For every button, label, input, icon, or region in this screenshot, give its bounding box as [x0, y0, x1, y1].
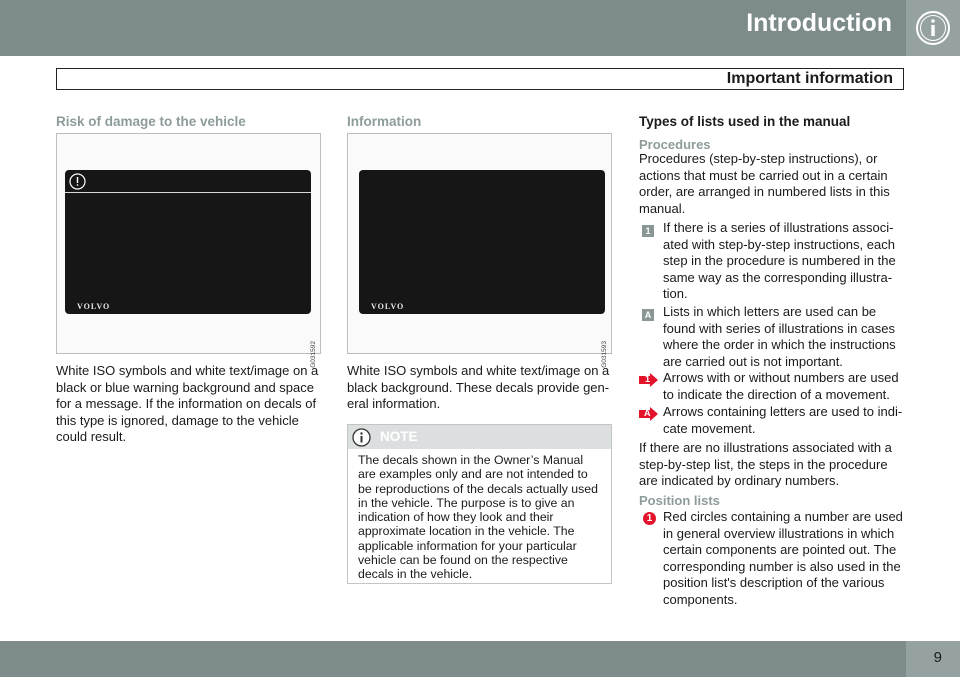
- top-header-bar: [0, 0, 960, 56]
- note-box: [347, 424, 612, 584]
- figure-code: G031593: [601, 341, 608, 368]
- page-number-tab: [906, 641, 960, 677]
- information-description: White ISO symbols and white text/image on a black background. These decals provide gen-eral information.: [347, 363, 610, 411]
- procedure-item: If there is a series of illustrations associ-ated with step-by-step instructions, each step in the procedure is numbered in the same way as the corresponding illustra-tion.: [663, 220, 896, 301]
- step-letter-marker: A: [642, 309, 654, 321]
- chapter-title: Introduction: [746, 9, 892, 37]
- list-types-heading: Types of lists used in the manual: [639, 114, 851, 129]
- position-lists-heading: Position lists: [639, 493, 720, 508]
- arrow-number: 1: [645, 374, 651, 384]
- decal-brand-logo: VOLVO: [371, 302, 405, 311]
- information-decal: [359, 170, 605, 314]
- decal-divider: [65, 192, 311, 193]
- risk-description: White ISO symbols and white text/image on a black or blue warning background and space for a message. If the information on decals of this type is ignored, damage to the vehicle could result.: [56, 363, 319, 444]
- page-number: 9: [933, 649, 942, 666]
- risk-heading: Risk of damage to the vehicle: [56, 114, 246, 129]
- info-icon: [352, 428, 371, 447]
- warning-exclamation-icon: [69, 173, 86, 190]
- note-text: The decals shown in the Owner’s Manual are examples only and are not intended to be reproductions of the decals actually used in the vehicle. The purpose is to give an indication of how they look and their approximate location in the vehicle. The applicable information for your particular vehicle can be found on the respective decals in the vehicle.: [358, 453, 598, 582]
- info-circle-icon: [915, 10, 951, 46]
- bottom-footer-bar: [0, 641, 960, 677]
- note-label: NOTE: [380, 429, 418, 444]
- information-decal-figure: [347, 133, 612, 368]
- section-title-box: [56, 68, 904, 90]
- note-header: [348, 425, 611, 449]
- numbered-arrow-marker: [639, 373, 658, 387]
- section-title: Important information: [726, 70, 893, 87]
- warning-decal: [65, 170, 311, 314]
- decal-brand-logo: VOLVO: [77, 302, 111, 311]
- figure-code: G031592: [310, 341, 317, 368]
- procedures-outro: If there are no illustrations associated with a step-by-step list, the steps in the procedure are indicated by ordinary numbers.: [639, 440, 892, 488]
- lettered-arrow-marker: [639, 407, 658, 421]
- procedure-item: Arrows with or without numbers are used to indicate the direction of a movement.: [663, 370, 899, 402]
- arrow-letter: A: [644, 408, 651, 418]
- warning-decal-figure: [56, 133, 321, 368]
- step-number-marker: 1: [642, 225, 654, 237]
- procedures-heading: Procedures: [639, 137, 711, 152]
- position-list-text: Red circles containing a number are used in general overview illustrations in which certain components are pointed out. The corresponding number is also used in the position list's description of the various components.: [663, 509, 903, 607]
- info-tab: [906, 0, 960, 56]
- procedure-item: Arrows containing letters are used to indi-cate movement.: [663, 404, 903, 436]
- position-number-marker: 1: [643, 512, 656, 525]
- procedures-intro: Procedures (step-by-step instructions), or actions that must be carried out in a certain order, are arranged in numbered lists in this manual.: [639, 151, 890, 216]
- information-heading: Information: [347, 114, 422, 129]
- procedure-item: Lists in which letters are used can be found with series of illustrations in cases where the order in which the instructions are carried out is not important.: [663, 304, 896, 369]
